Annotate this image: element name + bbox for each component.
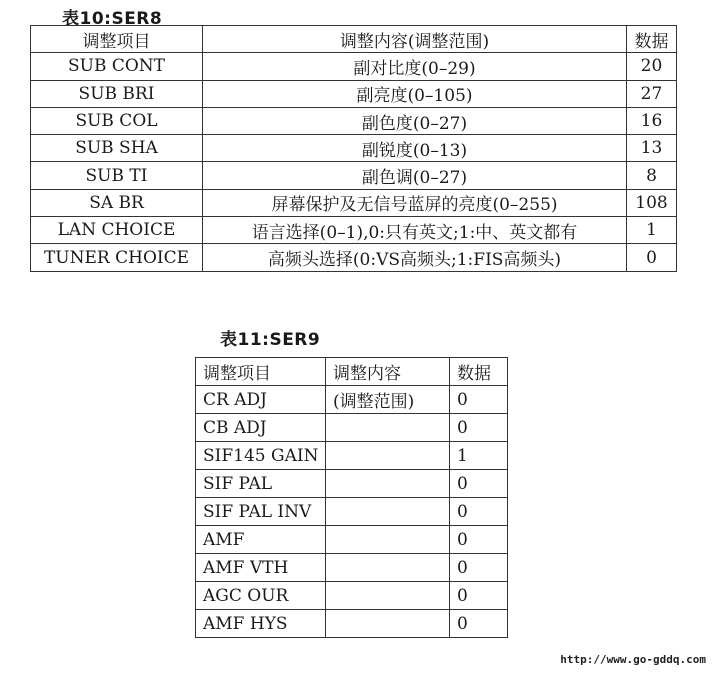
- cell-item: SUB CONT: [31, 53, 203, 80]
- cell-data: 8: [627, 162, 677, 189]
- cell-content: 副亮度(0–105): [203, 80, 627, 107]
- table-row: [196, 442, 508, 470]
- cell-content: [326, 610, 450, 638]
- table-row: [196, 414, 508, 442]
- table-row: [196, 526, 508, 554]
- ser8-table: [30, 25, 677, 272]
- cell-item: AMF HYS: [196, 610, 326, 638]
- cell-data: 0: [450, 498, 508, 526]
- table-row: [196, 470, 508, 498]
- header-data: 数据: [627, 26, 677, 53]
- table-row: [31, 244, 677, 271]
- cell-data: 1: [450, 442, 508, 470]
- cell-data: 0: [450, 470, 508, 498]
- cell-content: 屏幕保护及无信号蓝屏的亮度(0–255): [203, 189, 627, 216]
- table2-caption: 表11:SER9: [220, 330, 321, 350]
- cell-item: AMF VTH: [196, 554, 326, 582]
- cell-data: 20: [627, 53, 677, 80]
- cell-content: [326, 414, 450, 442]
- table-row: [196, 386, 508, 414]
- table-row: [31, 217, 677, 244]
- cell-item: SUB SHA: [31, 135, 203, 162]
- header-item: 调整项目: [31, 26, 203, 53]
- cell-data: 16: [627, 107, 677, 134]
- cell-content: 语言选择(0–1),0:只有英文;1:中、英文都有: [203, 217, 627, 244]
- cell-item: TUNER CHOICE: [31, 244, 203, 271]
- cell-content: [326, 526, 450, 554]
- cell-content: 高频头选择(0:VS高频头;1:FIS高频头): [203, 244, 627, 271]
- cell-data: 0: [450, 414, 508, 442]
- cell-content: 副色度(0–27): [203, 107, 627, 134]
- cell-content: [326, 554, 450, 582]
- table-row: [196, 498, 508, 526]
- cell-content: 副色调(0–27): [203, 162, 627, 189]
- cell-content: (调整范围): [326, 386, 450, 414]
- cell-item: SIF145 GAIN: [196, 442, 326, 470]
- cell-data: 27: [627, 80, 677, 107]
- table-row: [31, 189, 677, 216]
- header-item: 调整项目: [196, 358, 326, 386]
- cell-item: LAN CHOICE: [31, 217, 203, 244]
- cell-item: AGC OUR: [196, 582, 326, 610]
- header-data: 数据: [450, 358, 508, 386]
- cell-content: [326, 582, 450, 610]
- table-row: [31, 107, 677, 134]
- table-row: [31, 162, 677, 189]
- cell-data: 1: [627, 217, 677, 244]
- cell-content: [326, 442, 450, 470]
- table-row: [31, 135, 677, 162]
- cell-data: 108: [627, 189, 677, 216]
- cell-content: 副对比度(0–29): [203, 53, 627, 80]
- cell-item: CB ADJ: [196, 414, 326, 442]
- cell-item: SUB TI: [31, 162, 203, 189]
- cell-content: [326, 470, 450, 498]
- source-url: http://www.go-gddq.com: [560, 653, 706, 666]
- cell-data: 0: [450, 582, 508, 610]
- table-row: [196, 582, 508, 610]
- table-row: [31, 53, 677, 80]
- header-content: 调整内容(调整范围): [203, 26, 627, 53]
- ser9-table: [195, 357, 508, 638]
- cell-item: SA BR: [31, 189, 203, 216]
- table-header-row: [31, 26, 677, 53]
- table1-caption: 表10:SER8: [62, 9, 163, 29]
- cell-content: 副锐度(0–13): [203, 135, 627, 162]
- table-header-row: [196, 358, 508, 386]
- cell-item: SIF PAL INV: [196, 498, 326, 526]
- cell-content: [326, 498, 450, 526]
- table-row: [31, 80, 677, 107]
- cell-data: 0: [627, 244, 677, 271]
- cell-data: 0: [450, 554, 508, 582]
- table-row: [196, 610, 508, 638]
- cell-data: 0: [450, 610, 508, 638]
- cell-item: CR ADJ: [196, 386, 326, 414]
- cell-data: 13: [627, 135, 677, 162]
- cell-item: SUB COL: [31, 107, 203, 134]
- cell-item: AMF: [196, 526, 326, 554]
- cell-data: 0: [450, 386, 508, 414]
- cell-item: SUB BRI: [31, 80, 203, 107]
- header-content: 调整内容: [326, 358, 450, 386]
- table-row: [196, 554, 508, 582]
- cell-item: SIF PAL: [196, 470, 326, 498]
- cell-data: 0: [450, 526, 508, 554]
